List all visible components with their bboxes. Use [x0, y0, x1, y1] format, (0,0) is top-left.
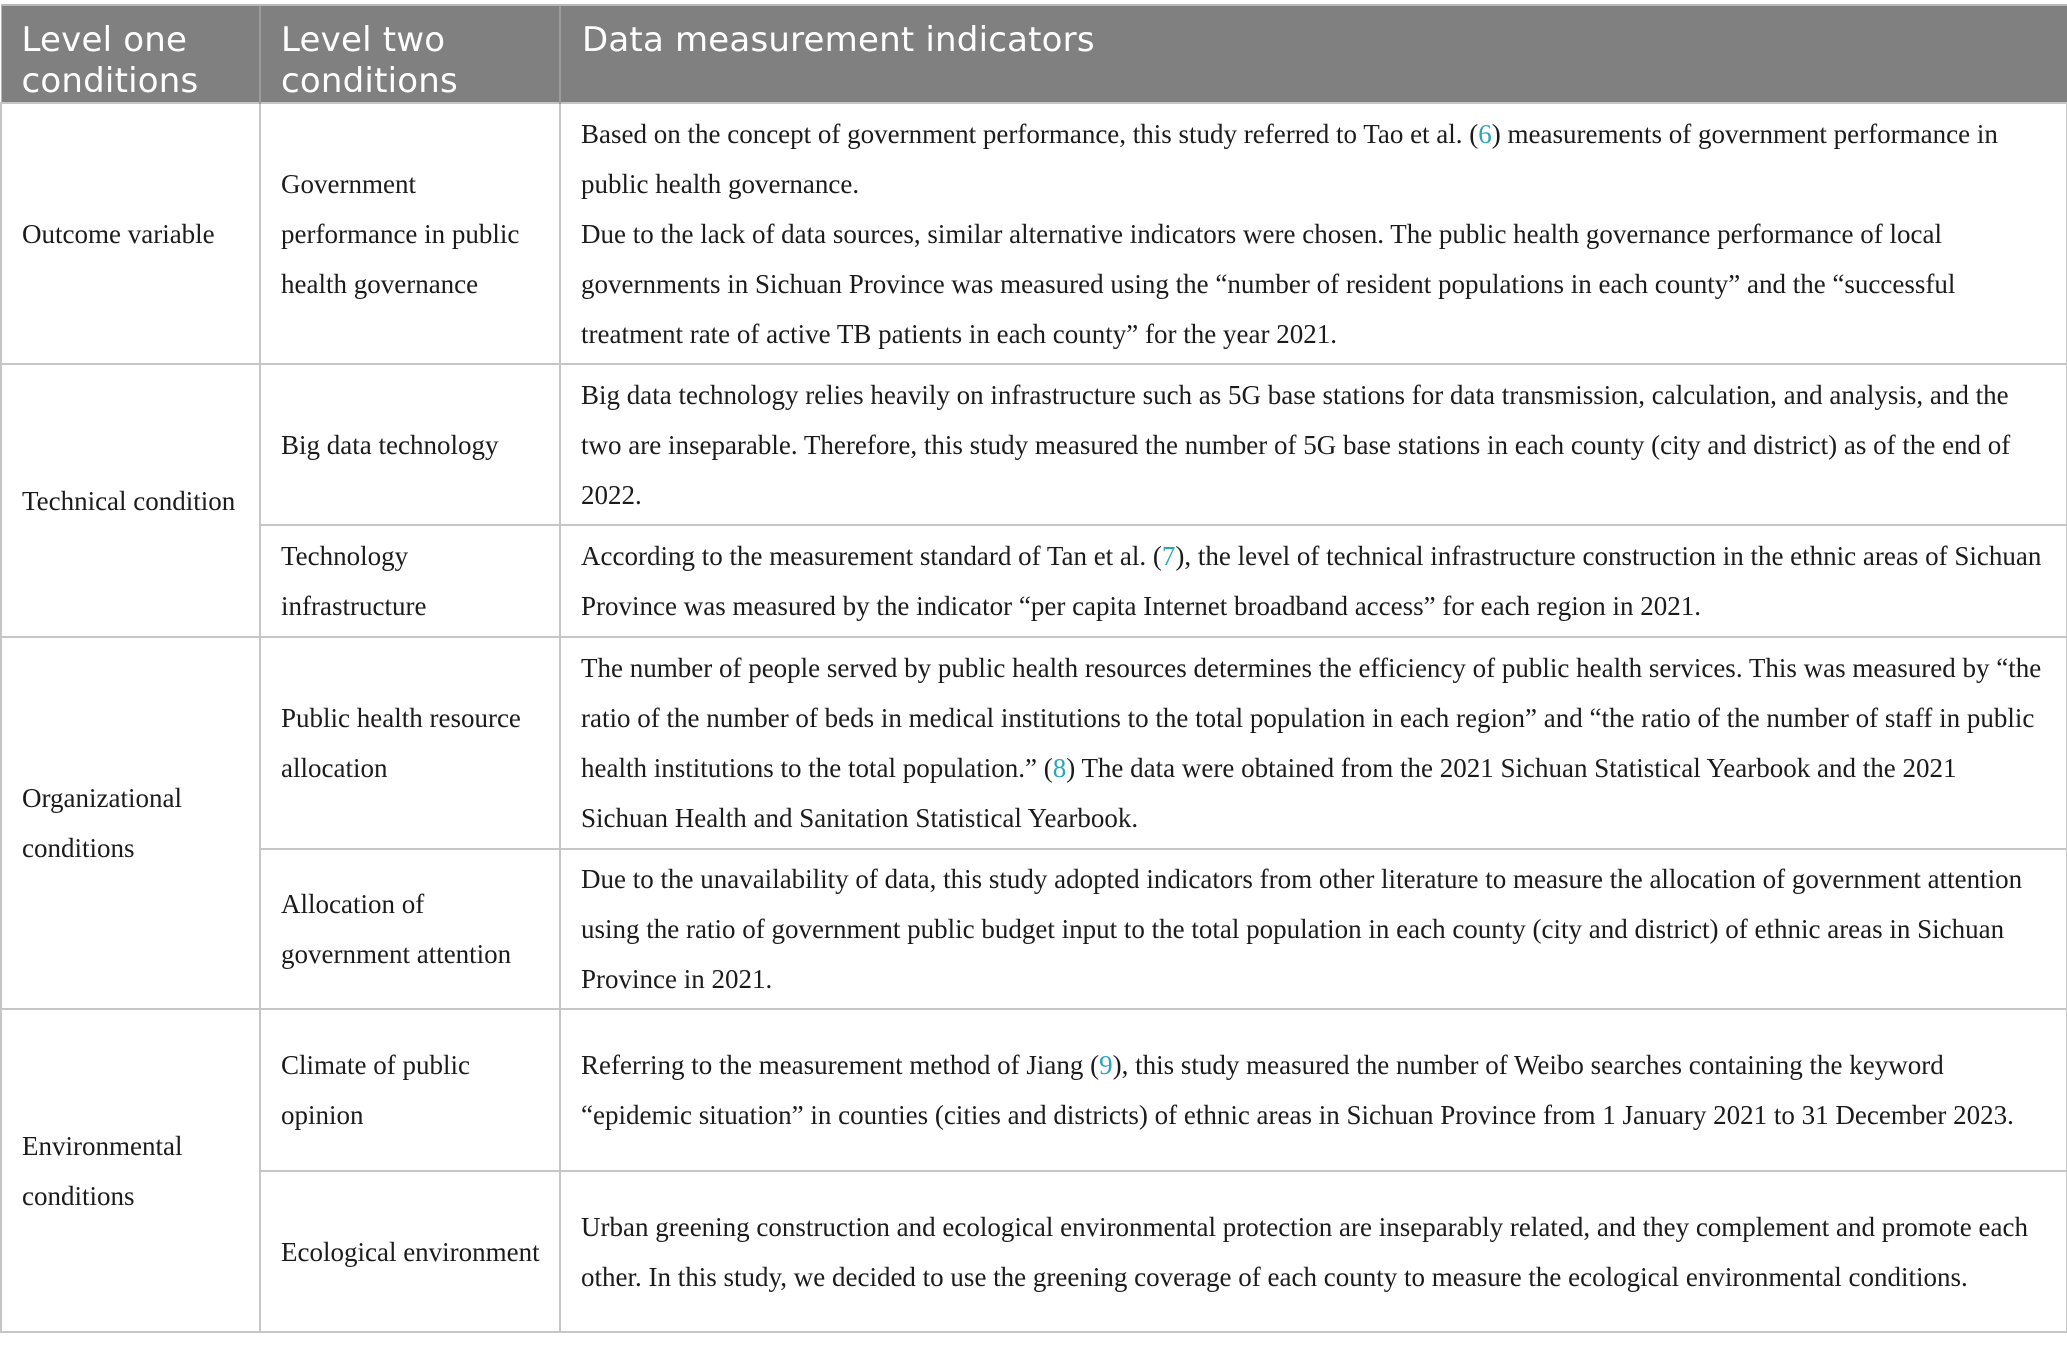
citation-link[interactable]: 9 — [1099, 1050, 1113, 1080]
description-paragraph: Due to the lack of data sources, similar alternative indicators were chosen. The public health governance performance of local governments in Sichuan Province was measured using the “number of resident populations in each county” and the “successful treatment rate of active TB patients in each county” for the year 2021. — [581, 218, 1956, 349]
description-text: ), this study measured the number of Weibo searches containing the keyword “epidemic situation” in counties (cities and districts) of ethnic areas in Sichuan Province from 1 January 2021 to 31 December 2023. — [581, 1050, 2014, 1130]
table-row — [1, 849, 2067, 1009]
level-two-cell: Public health resource allocation — [260, 637, 560, 849]
table-header-row — [1, 5, 2067, 103]
level-two-cell: Government performance in public health governance — [260, 103, 560, 364]
citation-link[interactable]: 6 — [1478, 118, 1492, 149]
description-paragraph — [581, 109, 2050, 209]
citation-link[interactable]: 8 — [1052, 753, 1067, 783]
description-text: Referring to the measurement method of Jiang ( — [581, 1050, 1100, 1080]
description-text: ), the level of technical infrastructure construction in the ethnic areas of Sichuan Province was measured by the indicator “per capita Internet broadband access” for each region in 2021. — [581, 541, 2042, 621]
level-two-cell: Ecological environment — [260, 1171, 560, 1332]
table-row — [1, 364, 2067, 525]
header-level-one: Level one conditions — [1, 5, 260, 103]
indicator-description-cell — [560, 525, 2067, 637]
indicator-description-cell — [560, 1009, 2067, 1171]
level-two-cell: Allocation of government attention — [260, 849, 560, 1009]
level-two-cell: Climate of public opinion — [260, 1009, 560, 1171]
table-row — [1, 1171, 2067, 1332]
conditions-indicators-table — [0, 4, 2067, 1333]
level-one-cell: Technical condition — [1, 364, 260, 637]
table-row — [1, 103, 2067, 364]
level-one-cell: Outcome variable — [1, 103, 260, 364]
header-data-indicators: Data measurement indicators — [560, 5, 2067, 103]
description-text: According to the measurement standard of Tan et al. ( — [581, 541, 1162, 571]
header-level-two: Level two conditions — [260, 5, 560, 103]
description-text: Based on the concept of government performance, this study referred to Tao et al. ( — [581, 118, 1479, 149]
indicator-description-cell — [560, 637, 2067, 849]
level-two-cell: Big data technology — [260, 364, 560, 525]
description-text: ) The data were obtained from the 2021 Sichuan Statistical Yearbook and the 2021 Sichuan Health and Sanitation Statistical Yearbook. — [581, 753, 1957, 833]
description-text: ) measurements of government performance in public health governance. — [581, 118, 1998, 199]
level-one-cell: Environmental conditions — [1, 1009, 260, 1332]
citation-link[interactable]: 7 — [1161, 541, 1176, 571]
level-one-cell: Organizational conditions — [1, 637, 260, 1009]
indicator-description-cell: Due to the unavailability of data, this study adopted indicators from other literature to measure the allocation of government attention using the ratio of government public budget input to the total population in each county (city and district) of ethnic areas in Sichuan Province in 2021. — [560, 849, 2067, 1009]
table-row — [1, 637, 2067, 849]
description-text: The number of people served by public health resources determines the efficiency of public health services. This was measured by “the ratio of the number of beds in medical institutions to the total population in each region” and “the ratio of the number of staff in public health institutions to the total population.” ( — [581, 653, 2042, 783]
indicator-description-cell: Big data technology relies heavily on infrastructure such as 5G base stations for data transmission, calculation, and analysis, and the two are inseparable. Therefore, this study measured the number of 5G base stations in each county (city and district) as of the end of 2022. — [560, 364, 2067, 525]
table-row — [1, 525, 2067, 637]
level-two-cell: Technology infrastructure — [260, 525, 560, 637]
table-row — [1, 1009, 2067, 1171]
indicator-description-cell: Urban greening construction and ecological environmental protection are inseparably related, and they complement and promote each other. In this study, we decided to use the greening coverage of each county to measure the ecological environmental conditions. — [560, 1171, 2067, 1332]
indicator-description-cell — [560, 103, 2067, 364]
